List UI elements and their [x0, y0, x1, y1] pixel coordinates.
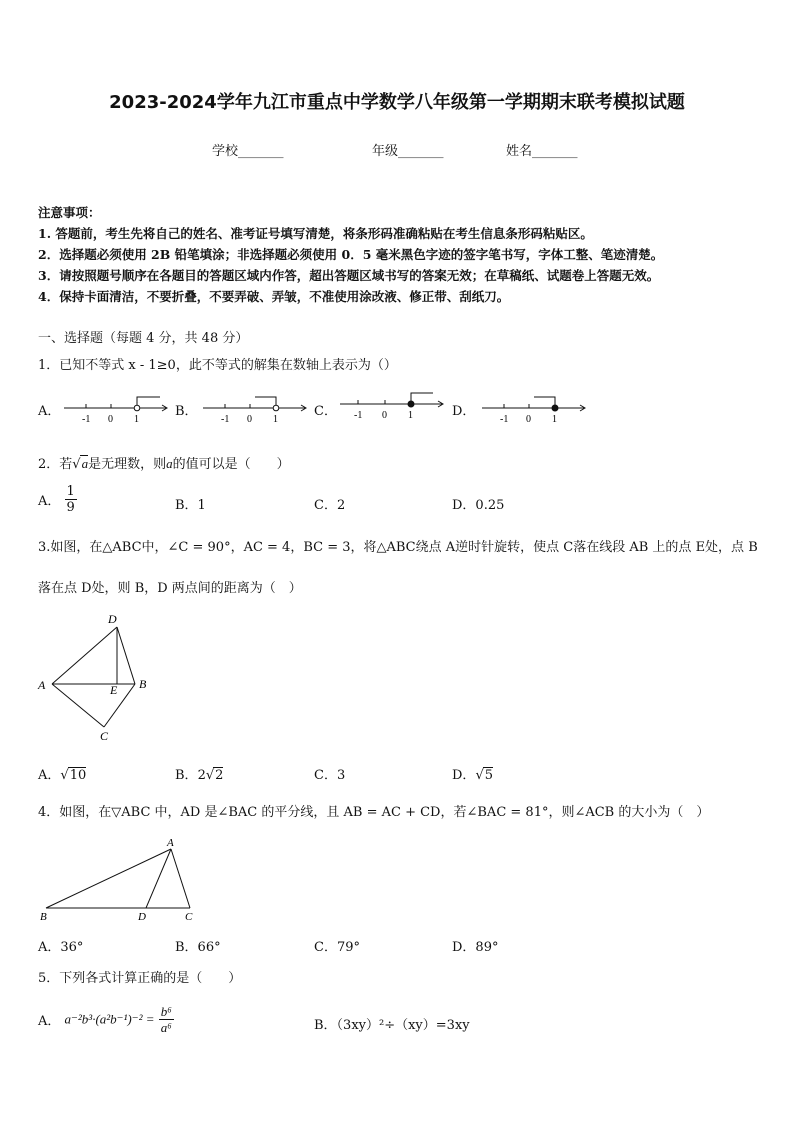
point-label-b: B — [139, 677, 147, 691]
q2-option-a-fraction — [65, 484, 77, 515]
school-field: 学校_______ — [212, 144, 284, 159]
tick-label: 0 — [382, 410, 387, 421]
q3-option-c: C．3 — [314, 768, 346, 783]
tick-label: 0 — [247, 414, 252, 425]
q3-option-b-label: B． — [175, 768, 198, 783]
q3-option-b-radicand: 2 — [215, 768, 224, 783]
point-label-d: D — [108, 612, 117, 626]
q2-var: a — [166, 456, 173, 471]
point-label-d: D — [138, 911, 146, 923]
q1-option-b-label: B． — [175, 404, 198, 419]
q5-option-a — [38, 1004, 174, 1035]
sqrt-sign: √ — [205, 768, 215, 783]
tick-label: -1 — [354, 410, 363, 421]
grade-field: 年级_______ — [372, 144, 444, 159]
q3-option-b-coef: 2 — [197, 768, 206, 783]
q3-option-a-radicand: 10 — [69, 768, 87, 783]
point-label-a: A — [167, 837, 174, 849]
q3-option-b — [175, 764, 223, 783]
fraction-denominator: 9 — [66, 500, 75, 515]
q4-stem: 4．如图，在▽ABC 中，AD 是∠BAC 的平分线，且 AB = AC + CD，若∠BAC = 81°，则∠ACB 的大小为（ ） — [38, 805, 710, 820]
page-title: 2023-2024学年九江市重点中学数学八年级第一学期期末联考模拟试题 — [109, 92, 685, 113]
q2-option-a-label: A． — [38, 494, 61, 509]
point-label-c: C — [100, 729, 109, 743]
point-label-c: C — [185, 911, 193, 923]
tick-label: 1 — [408, 410, 413, 421]
q2-stem-post: 的值可以是（ ） — [172, 457, 290, 472]
sqrt-sign: √ — [60, 768, 69, 783]
number-line-a — [60, 392, 172, 426]
q3-stem-line-1: 3.如图，在△ABC中，∠C = 90°，AC = 4，BC = 3，将△ABC绕点 A逆时针旋转，使点 C落在线段 AB 上的点 E处，点 B — [38, 540, 758, 555]
q2-option-c: C．2 — [314, 498, 346, 513]
q5-option-a-expression: a⁻²b³·(a²b⁻¹)⁻² = — [64, 1011, 155, 1027]
q1-option-d-label: D． — [452, 404, 476, 419]
q2-stem-mid: 是无理数，则 — [88, 457, 167, 472]
q2-stem — [38, 453, 290, 472]
tick-label: 1 — [273, 414, 278, 425]
q3-option-d — [452, 764, 493, 783]
q4-option-a: A．36° — [38, 940, 84, 955]
tick-label: 1 — [552, 414, 557, 425]
q3-option-a-label: A． — [38, 768, 61, 783]
q2-option-a — [38, 484, 77, 515]
tick-label: -1 — [221, 414, 230, 425]
q2-radicand: a — [81, 456, 89, 471]
q4-option-d: D．89° — [452, 940, 499, 955]
number-line-b — [199, 392, 311, 426]
q2-option-d: D．0.25 — [452, 498, 505, 513]
q4-option-b: B．66° — [175, 940, 221, 955]
fraction-denominator: a⁶ — [160, 1020, 172, 1035]
tick-label: -1 — [82, 414, 91, 425]
fraction-numerator: 1 — [66, 484, 75, 499]
q3-triangle-figure — [30, 608, 170, 748]
tick-label: 0 — [108, 414, 113, 425]
number-line-d — [478, 392, 590, 426]
fraction-numerator: b⁶ — [160, 1004, 172, 1019]
q1-option-c-label: C． — [314, 404, 337, 419]
q2-option-b: B．1 — [175, 498, 206, 513]
tick-label: 1 — [134, 414, 139, 425]
point-label-e: E — [110, 683, 118, 697]
notice-item-2: 2．选择题必须使用 2B 铅笔填涂；非选择题必须使用 0．5 毫米黑色字迹的签字笔书写，字体工整、笔迹清楚。 — [38, 247, 664, 262]
q4-triangle-figure — [34, 832, 204, 924]
notice-item-3: 3．请按照题号顺序在各题目的答题区域内作答，超出答题区域书写的答案无效；在草稿纸、试题卷上答题无效。 — [38, 268, 660, 283]
number-line-c — [336, 388, 448, 422]
q3-option-a — [38, 764, 86, 783]
q5-option-a-label: A． — [38, 1014, 61, 1029]
q5-option-a-fraction — [159, 1004, 174, 1035]
sqrt-sign: √ — [72, 457, 81, 472]
q3-option-d-label: D． — [452, 768, 476, 783]
sqrt-sign: √ — [475, 768, 484, 783]
notice-heading: 注意事项： — [38, 205, 101, 220]
q2-stem-pre: 2．若 — [38, 457, 73, 472]
notice-item-4: 4．保持卡面清洁，不要折叠，不要弄破、弄皱，不准使用涂改液、修正带、刮纸刀。 — [38, 289, 510, 304]
q4-option-c: C．79° — [314, 940, 360, 955]
q1-option-a-label: A． — [38, 404, 61, 419]
tick-label: -1 — [500, 414, 509, 425]
q1-stem: 1．已知不等式 x - 1≥0，此不等式的解集在数轴上表示为（） — [38, 358, 397, 373]
point-label-b: B — [40, 911, 47, 923]
tick-label: 0 — [526, 414, 531, 425]
notice-item-1: 1. 答题前，考生先将自己的姓名、准考证号填写清楚，将条形码准确粘贴在考生信息条形码粘贴区。 — [38, 226, 593, 241]
q5-option-b: B．（3xy）²÷（xy）=3xy — [314, 1018, 470, 1033]
name-field: 姓名_______ — [506, 144, 578, 159]
section-heading: 一、选择题（每题 4 分，共 48 分） — [38, 331, 249, 346]
q3-stem-line-2: 落在点 D处，则 B，D 两点间的距离为（ ） — [38, 581, 302, 596]
q5-stem: 5．下列各式计算正确的是（ ） — [38, 971, 242, 986]
point-label-a: A — [38, 678, 46, 692]
q3-option-d-radicand: 5 — [484, 768, 494, 783]
